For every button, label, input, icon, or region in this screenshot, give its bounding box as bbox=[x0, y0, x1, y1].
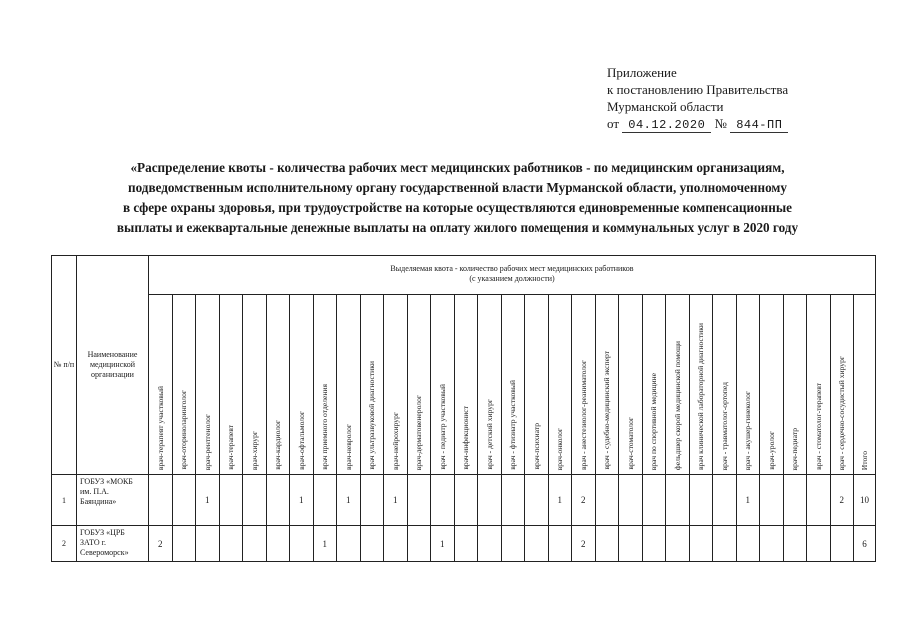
appendix-line-1: Приложение bbox=[607, 65, 677, 80]
position-header bbox=[525, 295, 549, 475]
quota-value bbox=[454, 475, 478, 526]
position-header bbox=[266, 295, 290, 475]
position-header-label: врач - детский хирург bbox=[484, 399, 494, 470]
quota-value: 2 bbox=[572, 526, 596, 562]
position-header bbox=[172, 295, 196, 475]
quota-value bbox=[736, 526, 760, 562]
position-header bbox=[313, 295, 337, 475]
quota-value bbox=[595, 475, 619, 526]
quota-value bbox=[290, 526, 314, 562]
position-header-label: врач приемного отделения bbox=[320, 384, 330, 470]
quota-value bbox=[642, 475, 666, 526]
position-header bbox=[595, 295, 619, 475]
num-column-header: № п/п bbox=[52, 256, 77, 475]
position-header-label: врач ультразвуковой диагностики bbox=[367, 361, 377, 470]
position-header bbox=[548, 295, 572, 475]
quota-value bbox=[595, 526, 619, 562]
organization-name: ГОБУЗ «ЦРБ ЗАТО г. Североморск» bbox=[77, 526, 149, 562]
position-header-label: врач - анестезиолог-реаниматолог bbox=[578, 359, 588, 470]
quota-group-header-line-1: Выделяемая квота - количество рабочих мест медицинских работников bbox=[390, 264, 634, 273]
position-header-label: врач по спортивной медицине bbox=[649, 372, 659, 470]
position-header-label: врач-терапевт участковый bbox=[155, 385, 165, 470]
row-number: 1 bbox=[52, 475, 77, 526]
quota-value bbox=[243, 526, 267, 562]
quota-value bbox=[407, 526, 431, 562]
quota-value: 1 bbox=[313, 526, 337, 562]
table-row bbox=[52, 475, 876, 526]
quota-value: 1 bbox=[384, 475, 408, 526]
position-header bbox=[407, 295, 431, 475]
title-line-3: в сфере охраны здоровья, при трудоустройстве на которые осуществляются единовременные компенсационные bbox=[122, 200, 793, 215]
quota-value: 2 bbox=[149, 526, 173, 562]
quota-value bbox=[501, 475, 525, 526]
quota-group-header-line-2: (с указанием должности) bbox=[469, 274, 555, 283]
position-header bbox=[572, 295, 596, 475]
position-header-label: врач-дерматовенеролог bbox=[414, 394, 424, 470]
quota-value: 1 bbox=[290, 475, 314, 526]
quota-value bbox=[384, 526, 408, 562]
position-header-label: врач - фтизиатр участковый bbox=[508, 380, 518, 470]
decree-number: 844-ПП bbox=[730, 118, 788, 133]
position-header-label: врач-терапевт bbox=[226, 425, 236, 470]
position-header bbox=[478, 295, 502, 475]
date-prefix: от bbox=[607, 116, 620, 131]
position-header bbox=[760, 295, 784, 475]
row-total: 10 bbox=[854, 475, 876, 526]
position-header bbox=[713, 295, 737, 475]
quota-value bbox=[642, 526, 666, 562]
position-header-label: врач - акушер-гинеколог bbox=[743, 390, 753, 470]
appendix-block bbox=[607, 64, 788, 133]
org-column-header: Наименование медицинской организации bbox=[77, 256, 149, 475]
position-header-label: врач-невролог bbox=[343, 423, 353, 470]
quota-value: 2 bbox=[572, 475, 596, 526]
quota-value bbox=[713, 475, 737, 526]
position-header-label: врач-хирург bbox=[249, 430, 259, 470]
quota-value: 1 bbox=[196, 475, 220, 526]
quota-value bbox=[478, 475, 502, 526]
position-header bbox=[290, 295, 314, 475]
position-header-label: врач клинической лабораторной диагностики bbox=[696, 322, 706, 470]
title-line-4: выплаты и ежеквартальные денежные выплаты на оплату жилого помещения и коммунальных услуг в 2020 году bbox=[116, 220, 799, 235]
appendix-line-3: Мурманской области bbox=[607, 99, 724, 114]
quota-value bbox=[525, 475, 549, 526]
position-header-label: врач-оториноларинголог bbox=[179, 390, 189, 470]
position-header-label: врач-рентгенолог bbox=[202, 413, 212, 470]
position-header bbox=[854, 295, 876, 475]
position-header-label: врач-уролог bbox=[766, 431, 776, 470]
position-header-label: врач-психиатр bbox=[531, 423, 541, 470]
quota-value bbox=[783, 526, 807, 562]
position-header bbox=[384, 295, 408, 475]
quota-value bbox=[219, 526, 243, 562]
appendix-line-2: к постановлению Правительства bbox=[607, 82, 789, 97]
quota-value bbox=[196, 526, 220, 562]
quota-value bbox=[501, 526, 525, 562]
position-header bbox=[219, 295, 243, 475]
quota-value bbox=[619, 475, 643, 526]
position-header bbox=[360, 295, 384, 475]
quota-value bbox=[830, 526, 854, 562]
position-header-label: врач - педиатр участковый bbox=[437, 384, 447, 470]
position-header bbox=[454, 295, 478, 475]
quota-value bbox=[760, 526, 784, 562]
quota-value bbox=[407, 475, 431, 526]
position-header bbox=[736, 295, 760, 475]
title-line-1: «Распределение квоты - количества рабочих мест медицинских работников - по медицинским организациям, bbox=[130, 160, 785, 175]
quota-group-header bbox=[149, 256, 876, 295]
quota-value bbox=[783, 475, 807, 526]
position-header-label: врач-офтальмолог bbox=[296, 411, 306, 470]
quota-value: 1 bbox=[736, 475, 760, 526]
quota-value: 1 bbox=[431, 526, 455, 562]
position-header bbox=[243, 295, 267, 475]
position-header-label: врач - судебно-медицинский эксперт bbox=[602, 351, 612, 470]
position-header-label: врач - травматолог-ортопед bbox=[719, 381, 729, 470]
position-header-label: Итого bbox=[860, 450, 869, 470]
quota-value bbox=[360, 526, 384, 562]
table-row bbox=[52, 526, 876, 562]
position-header-label: врач-педиатр bbox=[790, 427, 800, 470]
position-header bbox=[666, 295, 690, 475]
position-header bbox=[337, 295, 361, 475]
row-number: 2 bbox=[52, 526, 77, 562]
quota-value bbox=[172, 475, 196, 526]
quota-value bbox=[548, 526, 572, 562]
quota-value bbox=[807, 526, 831, 562]
quota-value: 2 bbox=[830, 475, 854, 526]
title-line-2: подведомственным исполнительному органу государственной власти Мурманской области, уполномоченному bbox=[127, 180, 788, 195]
decree-date: 04.12.2020 bbox=[622, 118, 711, 133]
organization-name: ГОБУЗ «МОКБ им. П.А. Баяндина» bbox=[77, 475, 149, 526]
quota-value bbox=[619, 526, 643, 562]
position-header-label: врач-онколог bbox=[555, 427, 565, 470]
position-header-label: врач-нейрохирург bbox=[390, 412, 400, 470]
quota-value bbox=[713, 526, 737, 562]
quota-value bbox=[243, 475, 267, 526]
document-title bbox=[40, 158, 875, 238]
quota-value bbox=[337, 526, 361, 562]
quota-value: 1 bbox=[548, 475, 572, 526]
quota-value bbox=[431, 475, 455, 526]
quota-value bbox=[219, 475, 243, 526]
position-header-label: врач-кардиолог bbox=[273, 420, 283, 470]
position-header bbox=[642, 295, 666, 475]
quota-value bbox=[525, 526, 549, 562]
position-header bbox=[807, 295, 831, 475]
appendix-date-line bbox=[607, 115, 788, 133]
quota-value bbox=[454, 526, 478, 562]
position-header bbox=[196, 295, 220, 475]
quota-value bbox=[666, 475, 690, 526]
quota-table bbox=[51, 255, 876, 562]
position-header bbox=[501, 295, 525, 475]
quota-value bbox=[266, 526, 290, 562]
quota-value bbox=[172, 526, 196, 562]
quota-value bbox=[360, 475, 384, 526]
quota-value bbox=[313, 475, 337, 526]
row-total: 6 bbox=[854, 526, 876, 562]
quota-value bbox=[266, 475, 290, 526]
quota-value bbox=[689, 526, 713, 562]
position-header-label: врач - сердечно-сосудистый хирург bbox=[837, 355, 847, 470]
position-header-label: врач-стоматолог bbox=[625, 417, 635, 470]
position-header-label: врач - стоматолог-терапевт bbox=[813, 383, 823, 470]
position-header bbox=[830, 295, 854, 475]
position-header bbox=[619, 295, 643, 475]
quota-value bbox=[689, 475, 713, 526]
quota-value bbox=[478, 526, 502, 562]
quota-value bbox=[666, 526, 690, 562]
position-header-label: фельдшер скорой медицинской помощи bbox=[672, 340, 682, 470]
position-header bbox=[431, 295, 455, 475]
position-header-label: врач-инфекционист bbox=[461, 406, 471, 470]
quota-value: 1 bbox=[337, 475, 361, 526]
quota-value bbox=[149, 475, 173, 526]
quota-value bbox=[807, 475, 831, 526]
quota-value bbox=[760, 475, 784, 526]
position-header bbox=[783, 295, 807, 475]
position-header bbox=[689, 295, 713, 475]
position-header bbox=[149, 295, 173, 475]
number-prefix: № bbox=[714, 116, 727, 131]
